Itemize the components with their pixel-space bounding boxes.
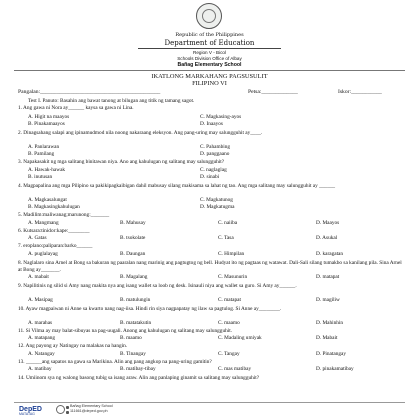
score-field[interactable]: ___________ [351, 89, 382, 95]
question-3-option[interactable]: A. Hawak-hawak [28, 167, 66, 173]
question-3-option[interactable]: C. naglaglag [200, 167, 227, 173]
question-8-option[interactable]: A. mabait [28, 274, 49, 280]
question-6-text: 6. Kutsara:tinidor:kape:________ [18, 228, 90, 234]
region-line: Region V - Bicol [193, 50, 226, 55]
question-5-option[interactable]: D. Maayos [316, 220, 340, 226]
location-icon [66, 406, 69, 409]
question-8-option[interactable]: C. Masunurin [218, 274, 248, 280]
footer-email: 111661@deped.gov.ph [70, 409, 108, 413]
question-4-option[interactable]: D. Magkatugma [200, 204, 235, 210]
question-9-option[interactable]: B. matulungin [120, 297, 151, 303]
question-8-option[interactable]: D. matapat [316, 274, 340, 280]
question-9-option[interactable]: C. matapat [218, 297, 241, 303]
question-9-option[interactable]: A. Masipag [28, 297, 53, 303]
question-7-text: 7. eroplano:paliparan:barko______ [18, 243, 93, 249]
republic-line: Republic of the Philippines [175, 32, 244, 38]
department-line: Department of Education [164, 39, 255, 47]
deped-logo: DepED [19, 406, 42, 413]
footer-rule [14, 402, 405, 403]
question-10-option[interactable]: D. Mahinhin [316, 320, 344, 326]
question-1-option[interactable]: D. Inaayos [200, 121, 223, 127]
question-11-option[interactable]: B. maamo [120, 335, 142, 341]
question-3-text: 3. Napakasakit ng mga salitang binitawan niya. Ano ang kahulugan ng salitang may salungguhit? [18, 159, 225, 165]
question-10-option[interactable]: A. marahas [28, 320, 53, 326]
question-3-option[interactable]: B. inutusan [28, 174, 53, 180]
score-label: Iskor: [338, 89, 352, 95]
question-7-option[interactable]: D. karagatan [316, 251, 344, 257]
name-label: Pangalan: [18, 89, 41, 95]
question-10-text: 10. Ayaw magpaiwan ni Anne sa kwarto nang nag-iisa. Hindi rin siya nagpapatay ng ilaw sa pagtulog. Si Anne ay________. [18, 306, 282, 312]
question-4-option[interactable]: B. Magkasingkahulugan [28, 204, 80, 210]
question-2-option[interactable]: D. panggaano [200, 151, 230, 157]
question-11-option[interactable]: D. Mabait [316, 335, 338, 341]
question-12-option[interactable]: C. Tangay [218, 351, 240, 357]
exam-title: IKATLONG MARKAHANG PAGSUSULIT [151, 73, 268, 80]
question-1-text: 1. Ang gawa ni Nora ay______ kaysa sa gawa ni Lina. [18, 105, 134, 111]
question-3-option[interactable]: D. sinabi [200, 174, 220, 180]
question-8-option[interactable]: B. Magalang [120, 274, 148, 280]
question-10-option[interactable]: B. matatakutin [120, 320, 152, 326]
deped-seal-icon [196, 3, 222, 29]
question-2-option[interactable]: B. Pamilang [28, 151, 55, 157]
school-logo-icon [56, 405, 65, 414]
question-12-text: 12. Ang payong ay Natingay na malakas na hangin. [18, 343, 128, 349]
date-field[interactable]: _____________ [261, 89, 298, 95]
header-divider [138, 48, 281, 49]
question-2-text: 2. Dinagsahang salapi ang ipinamudmod nila noong nakaraang eleksyon. Ang pang-uring may salungguhit ay____. [18, 130, 263, 136]
question-2-option[interactable]: C. Pahambing [200, 144, 231, 150]
question-1-option[interactable]: B. Pinakamaayos [28, 121, 65, 127]
email-icon [66, 411, 69, 414]
date-row [248, 90, 298, 96]
question-6-option[interactable]: D. Asukal [316, 235, 338, 241]
question-7-option[interactable]: C. Himpilan [218, 251, 245, 257]
question-7-option[interactable]: A. puglalayag [28, 251, 58, 257]
question-12-option[interactable]: D. Pinatangay [316, 351, 347, 357]
score-row [338, 90, 382, 96]
subject-title: FILIPINO VI [192, 80, 227, 87]
question-10-option[interactable]: C. maamo [218, 320, 240, 326]
question-4-text: 4. Magpapalina ang mga Pilipino sa pakikipagkaibigan dahil mabusay silang makisama sa lahat ng tao. Ang mga salitang may salungguhit ay ______ [18, 183, 336, 189]
question-13-text: 13. ______ang sapatos na gawa sa Marikina. Alin ang pang angkop na pang-uring gamitin? [18, 359, 212, 365]
question-11-option[interactable]: A. matapang [28, 335, 56, 341]
question-13-option[interactable]: D. pinakamatibay [316, 366, 354, 372]
test-instruction: Test I. Panuto: Basahin ang bawat tanong at bilugan ang titik ng tamang sagot. [28, 98, 195, 104]
question-5-option[interactable]: B. Mahusay [120, 220, 146, 226]
division-line: Schools Division Office of Albay [177, 56, 242, 61]
question-6-option[interactable]: B. tsokolate [120, 235, 146, 241]
question-13-option[interactable]: C. mas matibay [218, 366, 252, 372]
question-14-text: 14. Umiinom sya ng walong basong tubig sa isang araw. Alin ang panlaping ginamit sa salitang may salungguhit? [18, 375, 260, 381]
question-11-option[interactable]: C. Madaling umiyak [218, 335, 262, 341]
header-rule [14, 70, 405, 71]
student-info-row [18, 90, 160, 96]
question-13-option[interactable]: B. matibay-tibay [120, 366, 156, 372]
question-2-option[interactable]: A. Panlarawan [28, 144, 60, 150]
question-4-option[interactable]: A. Magkasalungat [28, 197, 67, 203]
question-1-option[interactable]: C. Magkasing-ayos [200, 114, 242, 120]
question-12-option[interactable]: A. Natangay [28, 351, 55, 357]
matatag-logo: MATATAG [19, 412, 35, 416]
question-4-option[interactable]: C. Magkatunog [200, 197, 233, 203]
question-13-option[interactable]: A. matibay [28, 366, 52, 372]
date-label: Petsa: [248, 89, 262, 95]
question-6-option[interactable]: C. Tasa [218, 235, 234, 241]
name-field[interactable]: ___________________________________________ [40, 89, 161, 95]
question-5-text: 5. Madilim:maliwanag;marunong:_______ [18, 212, 110, 218]
question-7-option[interactable]: B. Daungan [120, 251, 146, 257]
question-9-text: 9. Napilitinis ng silid si Amy nang makita nya ang isang wallet sa loob ng desk. Isinauli niya ang wallet sa guro. Si Amy ay______. [18, 283, 297, 289]
question-9-option[interactable]: D. magiliw [316, 297, 340, 303]
footer-school: Bañag Elementary School [70, 404, 113, 408]
question-11-text: 11. Si Vilma ay may balat-sibuyas na pag-uugali. Anong ang kahulugan ng salitang may salungguhit. [18, 328, 233, 334]
question-8-text: 8. Naglalaro sina Arnel at Bong sa bakuran ng paaralan nang marinig ang pagtugtog ng bell. Hudyat ito ng pagtaas ng watawat. Dali-Sali silang tumakbo sa kanilang pila. Sina Arnel at Bong ay_______. [18, 260, 402, 273]
question-1-option[interactable]: A. Higit na maayos [28, 114, 70, 120]
question-5-option[interactable]: C. naiiba [218, 220, 238, 226]
school-name: Bañag Elementary School [177, 62, 242, 68]
question-6-option[interactable]: A. Gatas [28, 235, 47, 241]
question-12-option[interactable]: B. Tinangay [120, 351, 146, 357]
question-5-option[interactable]: A. Mangmang [28, 220, 59, 226]
